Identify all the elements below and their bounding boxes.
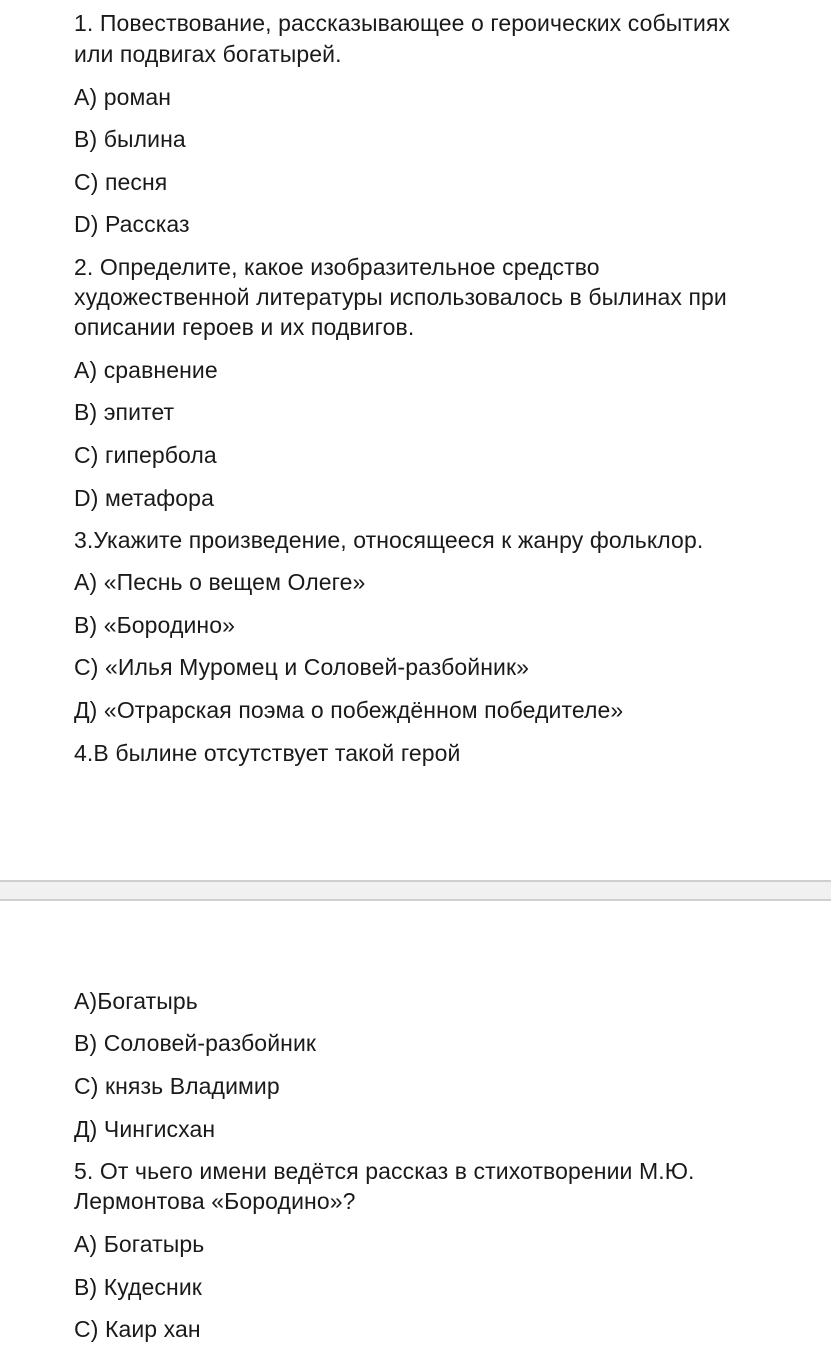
question-2-option-d: D) метафора — [74, 485, 214, 511]
question-2-text-line-1: 2. Определите, какое изобразительное средство — [74, 254, 600, 280]
question-1-text-line-1: 1. Повествование, рассказывающее о героических событиях — [74, 10, 731, 36]
page-break-divider — [0, 880, 831, 901]
question-5-option-a: A) Богатырь — [74, 1231, 205, 1257]
question-4-option-d: Д) Чингисхан — [74, 1116, 216, 1142]
question-2-option-a: A) сравнение — [74, 357, 218, 383]
question-1-option-b: B) былина — [74, 126, 186, 152]
question-3-option-c: C) «Илья Муромец и Соловей-разбойник» — [74, 654, 530, 680]
question-2-text-line-3: описании героев и их подвигов. — [74, 314, 415, 340]
question-2-option-b: B) эпитет — [74, 399, 175, 425]
question-2-option-c: C) гипербола — [74, 442, 217, 468]
question-3-option-b: B) «Бородино» — [74, 612, 235, 638]
question-4-text-line-1: 4.В былине отсутствует такой герой — [74, 740, 461, 766]
question-1-option-a: A) роман — [74, 84, 172, 110]
question-5-text-line-2: Лермонтова «Бородино»? — [74, 1188, 356, 1214]
question-5-option-b: B) Кудесник — [74, 1274, 202, 1300]
question-3-option-d: Д) «Отрарская поэма о побеждённом победителе» — [74, 697, 624, 723]
question-2-text-line-2: художественной литературы использовалось в былинах при — [74, 284, 727, 310]
question-1-option-d: D) Рассказ — [74, 211, 190, 237]
question-4-option-c: C) князь Владимир — [74, 1073, 280, 1099]
question-1-option-c: C) песня — [74, 169, 168, 195]
question-4-option-a: A)Богатырь — [74, 988, 198, 1014]
question-1-text-line-2: или подвигах богатырей. — [74, 41, 342, 67]
question-3-option-a: A) «Песнь о вещем Олеге» — [74, 569, 366, 595]
question-5-option-c: C) Каир хан — [74, 1316, 201, 1342]
question-5-text-line-1: 5. От чьего имени ведётся рассказ в стихотворении М.Ю. — [74, 1158, 695, 1184]
question-3-text-line-1: 3.Укажите произведение, относящееся к жанру фольклор. — [74, 527, 704, 553]
question-4-option-b: B) Соловей-разбойник — [74, 1030, 317, 1056]
